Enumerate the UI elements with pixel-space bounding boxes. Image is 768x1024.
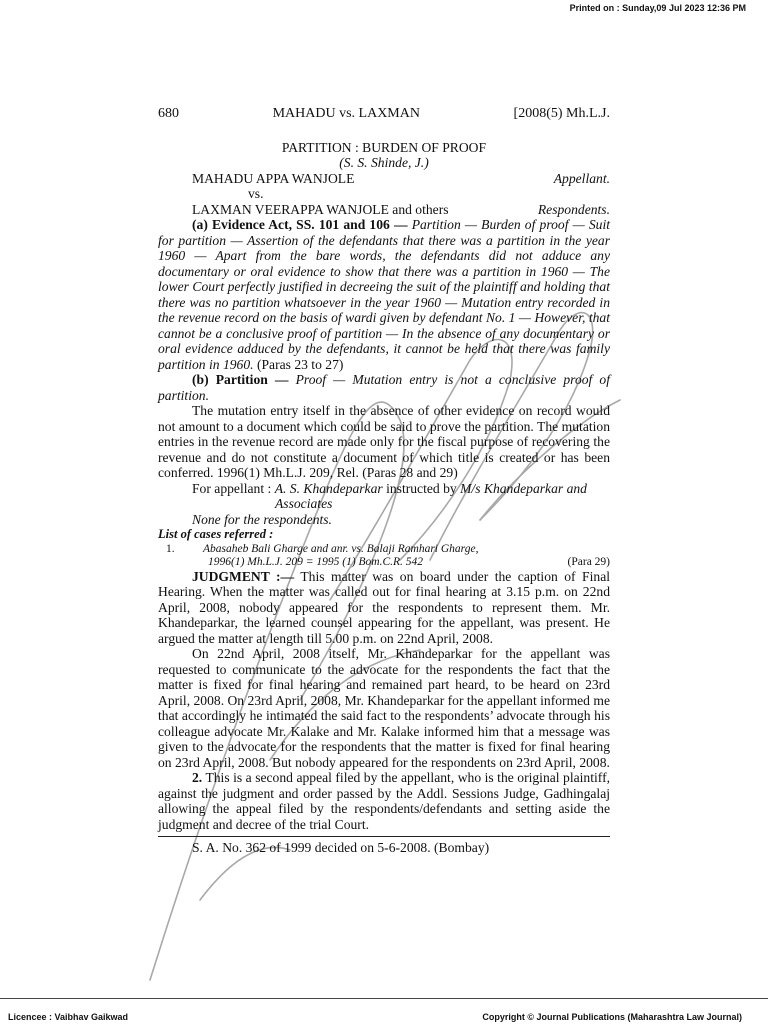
counsel-appellant: [158, 481, 610, 497]
headnote-a: [158, 217, 610, 372]
footer-divider: [0, 998, 768, 999]
counsel-firm-cont: Associates: [275, 496, 333, 511]
respondent-name: LAXMAN VEERAPPA WANJOLE and others: [192, 201, 449, 217]
case-line-1: Abasaheb Bali Gharge and anr. vs. Balaji Ramhari Gharge,: [203, 542, 479, 555]
case-item: [158, 543, 610, 569]
headnote-a-text: Partition — Burden of proof — Suit for partition — Assertion of the defendants that there was a partition in the year 1960 — Apart from the bare words, the defendants did not adduce any documentary or oral evidence to show that there was a partition in 1960 — The lower Court perfectly justified in decreeing the suit of the plaintiff and holding that there was no partition whatsoever in the year 1960 — Mutation entry recorded in the revenue record on the basis of wardi given by defendant No. 1 — However, that cannot be a conclusive proof of partition — In the absence of any documentary or oral evidence adduced by the defendants, it cannot be held that there was family partition in 1960.: [158, 217, 610, 372]
judgment-para-1: [158, 569, 610, 647]
counsel-respondents: None for the respondents.: [192, 511, 332, 527]
versus: vs.: [248, 186, 264, 201]
licensee-text: Licencee : Vaibhav Gaikwad: [8, 1012, 129, 1022]
judgment-para-3: [158, 770, 610, 832]
headnote-a-paras: (Paras 23 to 27): [253, 356, 344, 372]
headnote-b: [158, 372, 610, 403]
para-number: 2.: [192, 770, 203, 785]
judge-name: (S. S. Shinde, J.): [339, 155, 429, 170]
running-header: [158, 106, 610, 122]
document-page: [158, 106, 610, 856]
headnote-b-label: (b) Partition —: [192, 372, 289, 387]
counsel-prefix: For appellant :: [192, 480, 275, 496]
page-number: 680: [158, 106, 179, 121]
appellant-line: [158, 171, 610, 187]
respondent-role: Respondents.: [537, 201, 610, 217]
copyright-text: Copyright © Journal Publications (Maharashtra Law Journal): [482, 1012, 742, 1022]
counsel-firm: M/s Khandeparkar and: [460, 480, 587, 496]
judgment-para-2: On 22nd April, 2008 itself, Mr. Khandeparkar for the appellant was requested to communicate to the advocate for the respondents the fact that the matter is fixed for final hearing and remained part heard, to be heard on 23rd April, 2008. On 23rd April, 2008, Mr. Khandeparkar for the appellant informed me that accordingly he intimated the said fact to the respondents’ advocate through his colleague advocate Mr. Kalake and Mr. Kalake informed him that a message was given to the advocate for the respondents that the matter is fixed for final hearing on 23rd April, 2008. But nobody appeared for the respondents on 23rd April, 2008.: [158, 646, 610, 770]
case-para: (Para 29): [567, 555, 610, 568]
case-line-2: 1996(1) Mh.L.J. 209 = 1995 (1) Bom.C.R. 542: [208, 555, 424, 568]
citation: [2008(5) Mh.L.J.: [513, 106, 610, 121]
footnote: S. A. No. 362 of 1999 decided on 5-6-2008. (Bombay): [192, 840, 490, 855]
cases-heading: List of cases referred :: [158, 527, 274, 541]
counsel-mid: instructed by: [382, 480, 461, 496]
printed-on-stamp: Printed on : Sunday,09 Jul 2023 12:36 PM: [569, 3, 746, 13]
case-number: 1.: [166, 542, 175, 555]
counsel-name: A. S. Khandeparkar: [274, 480, 383, 496]
case-title: MAHADU vs. LAXMAN: [272, 106, 420, 121]
headnote-a-label: (a) Evidence Act, SS. 101 and 106 —: [192, 217, 408, 232]
judgment-p1-text: This matter was on board under the caption of Final Hearing. When the matter was called out for final hearing at 3.15 p.m. on 22nd April, 2008, nobody appeared for the respondents to represent them. Mr. Khandeparkar, the learned counsel appearing for the appellant, was present. He argued the matter at length till 5.00 p.m. on 22nd April, 2008.: [158, 568, 611, 646]
judgment-label: JUDGMENT :—: [192, 568, 295, 584]
headnote-b-body: The mutation entry itself in the absence of other evidence on record would not amount to a document which could be said to prove the partition. The mutation entries in the revenue record are made only for the fiscal purpose of recovering the revenue and do not constitute a document of which title is created or has been conferred. 1996(1) Mh.L.J. 209, Rel. (Paras 28 and 29): [158, 403, 610, 480]
headnote-b-text: Proof — Mutation entry is not a conclusive proof of partition.: [158, 372, 610, 403]
subject-heading: PARTITION : BURDEN OF PROOF: [281, 139, 487, 155]
footnote-rule: [158, 836, 610, 837]
appellant-role: Appellant.: [553, 170, 610, 186]
appellant-name: MAHADU APPA WANJOLE: [192, 170, 355, 186]
judgment-p3-text: This is a second appeal filed by the appellant, who is the original plaintiff, against the judgment and order passed by the Addl. Sessions Judge, Gadhingalaj allowing the appeal filed by the respondents/defendants and setting aside the judgment and decree of the trial Court.: [158, 770, 610, 832]
respondent-line: [158, 202, 610, 218]
